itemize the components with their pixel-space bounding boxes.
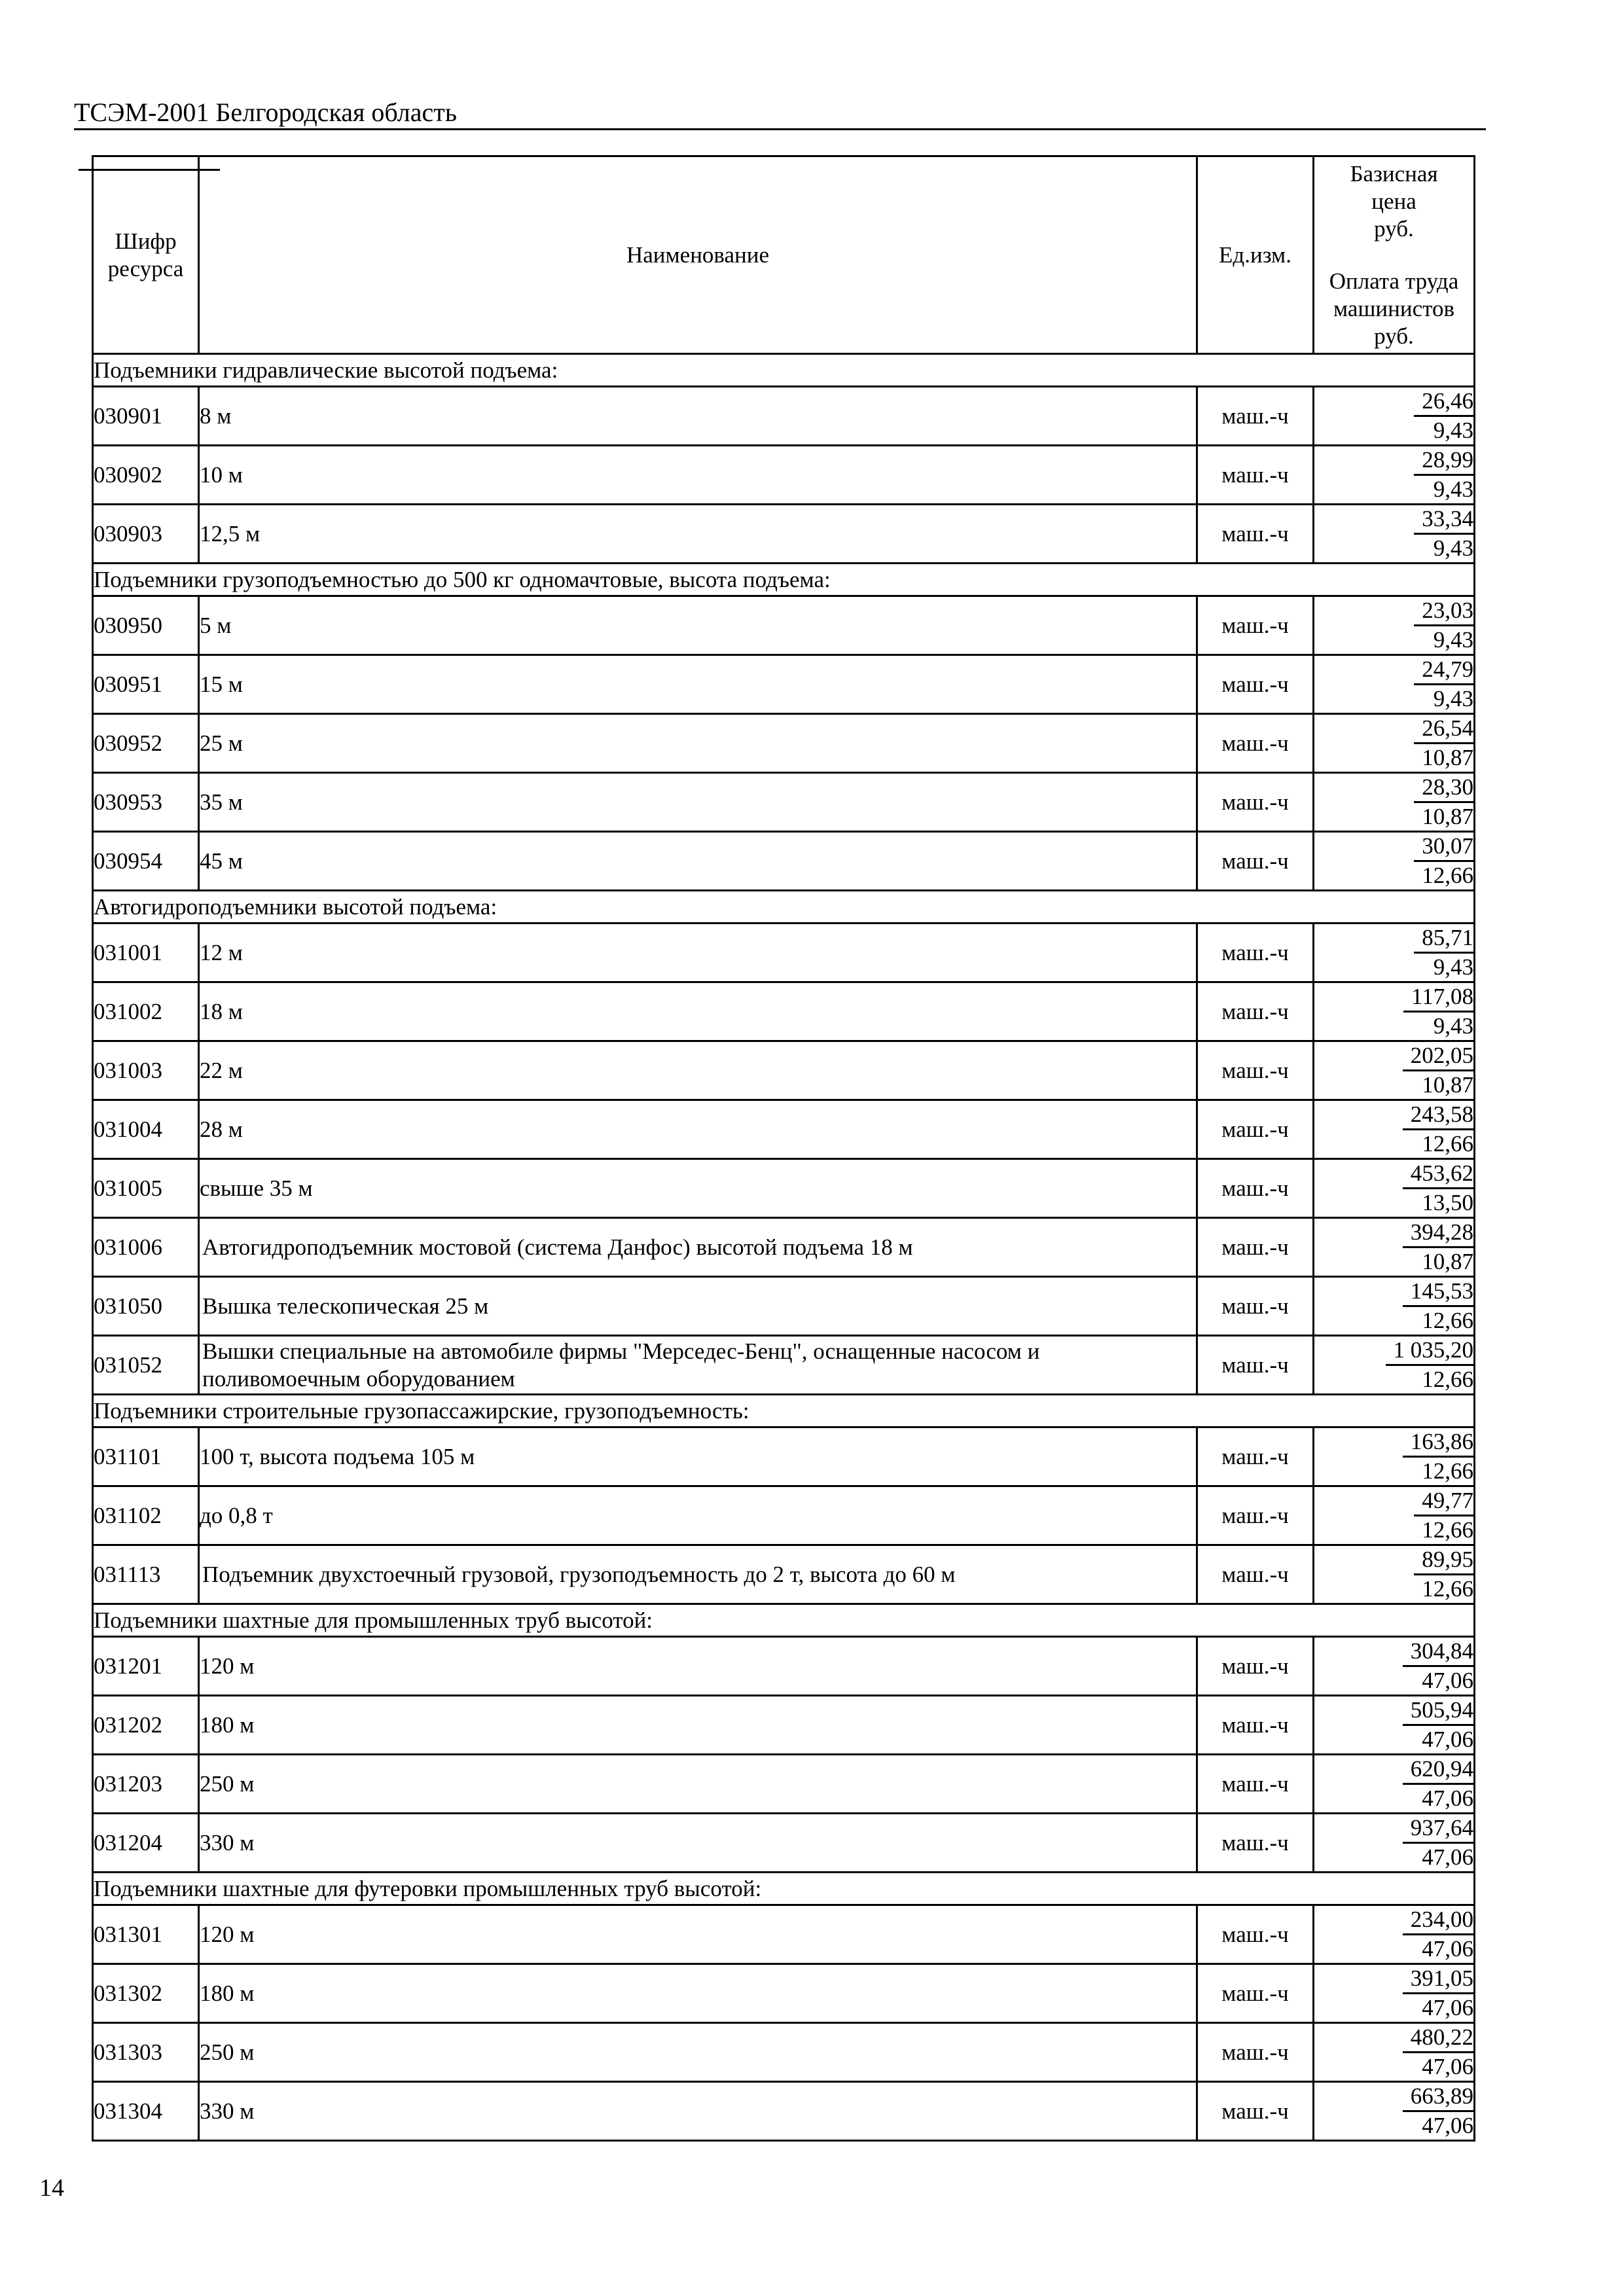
resource-code: 030952	[93, 714, 199, 773]
base-price: 28,30	[1414, 774, 1473, 803]
operator-labor-cost: 10,87	[1422, 745, 1473, 770]
resource-name: 180 м	[199, 1964, 1197, 2023]
resource-price-cell	[1314, 1427, 1475, 1486]
resource-unit: маш.-ч	[1197, 1159, 1314, 1218]
column-header-unit: Ед.изм.	[1197, 156, 1314, 354]
resource-code: 030903	[93, 505, 199, 564]
group-title: Автогидроподъемники высотой подъема:	[93, 891, 1475, 924]
operator-labor-cost: 47,06	[1422, 1844, 1473, 1870]
resource-name: 5 м	[199, 596, 1197, 655]
resource-unit: маш.-ч	[1197, 1637, 1314, 1696]
column-header-price-line: Базисная	[1350, 160, 1438, 187]
resource-code: 031101	[93, 1427, 199, 1486]
resource-code: 030954	[93, 832, 199, 891]
operator-labor-cost: 47,06	[1422, 1668, 1473, 1693]
resource-price-cell	[1314, 1336, 1475, 1395]
table-body	[93, 354, 1475, 2141]
table-row	[93, 982, 1475, 1041]
resource-unit: маш.-ч	[1197, 1545, 1314, 1604]
operator-labor-cost: 13,50	[1422, 1190, 1473, 1215]
resource-price-cell	[1314, 1218, 1475, 1277]
table-row	[93, 596, 1475, 655]
resource-name: 250 м	[199, 1755, 1197, 1814]
operator-labor-cost: 9,43	[1433, 418, 1473, 443]
resource-code: 031052	[93, 1336, 199, 1395]
resource-unit: маш.-ч	[1197, 1218, 1314, 1277]
base-price: 937,64	[1403, 1814, 1473, 1844]
base-price: 26,54	[1414, 715, 1473, 744]
resource-price-cell	[1314, 446, 1475, 505]
resource-name: Подъемник двухстоечный грузовой, грузоподъемность до 2 т, высота до 60 м	[199, 1545, 1197, 1604]
column-header-code	[93, 156, 199, 354]
resource-unit: маш.-ч	[1197, 714, 1314, 773]
base-price: 480,22	[1403, 2024, 1473, 2053]
resource-price-cell	[1314, 714, 1475, 773]
resource-unit: маш.-ч	[1197, 655, 1314, 714]
resource-unit: маш.-ч	[1197, 924, 1314, 982]
operator-labor-cost: 9,43	[1433, 476, 1473, 502]
resource-code: 031004	[93, 1100, 199, 1159]
resource-price-cell	[1314, 1041, 1475, 1100]
page-number: 14	[39, 2174, 64, 2202]
resource-unit: маш.-ч	[1197, 1277, 1314, 1336]
base-price: 28,99	[1414, 446, 1473, 476]
table-row	[93, 2082, 1475, 2141]
column-header-price-line: цена	[1371, 188, 1416, 214]
resource-unit: маш.-ч	[1197, 1100, 1314, 1159]
resource-name: 25 м	[199, 714, 1197, 773]
resource-unit: маш.-ч	[1197, 1427, 1314, 1486]
base-price: 1 035,20	[1386, 1336, 1474, 1366]
group-row	[93, 1395, 1475, 1427]
resource-unit: маш.-ч	[1197, 446, 1314, 505]
column-header-code-line: ресурса	[107, 255, 184, 281]
operator-labor-cost: 12,66	[1422, 863, 1473, 888]
resource-code: 031002	[93, 982, 199, 1041]
operator-labor-cost: 10,87	[1422, 804, 1473, 829]
group-row	[93, 354, 1475, 387]
resource-price-cell	[1314, 1755, 1475, 1814]
resource-unit: маш.-ч	[1197, 1041, 1314, 1100]
table-row	[93, 1696, 1475, 1755]
table-header-row	[93, 156, 1475, 354]
resource-name: 12,5 м	[199, 505, 1197, 564]
resource-code: 030901	[93, 387, 199, 446]
resource-price-cell	[1314, 773, 1475, 832]
base-price: 49,77	[1414, 1487, 1473, 1516]
resource-code: 031102	[93, 1486, 199, 1545]
table-row	[93, 1041, 1475, 1100]
resource-code: 031301	[93, 1905, 199, 1964]
resource-code: 031001	[93, 924, 199, 982]
resource-code: 031203	[93, 1755, 199, 1814]
group-title: Подъемники шахтные для промышленных труб высотой:	[93, 1604, 1475, 1637]
operator-labor-cost: 12,66	[1422, 1131, 1473, 1157]
operator-labor-cost: 47,06	[1422, 1785, 1473, 1811]
resource-name: 100 т, высота подъема 105 м	[199, 1427, 1197, 1486]
group-title: Подъемники шахтные для футеровки промышленных труб высотой:	[93, 1873, 1475, 1905]
base-price: 145,53	[1403, 1278, 1473, 1307]
resource-price-table	[92, 155, 1475, 2142]
operator-labor-cost: 12,66	[1422, 1458, 1473, 1484]
table-row	[93, 1159, 1475, 1218]
base-price: 23,03	[1414, 597, 1473, 626]
resource-name: 330 м	[199, 2082, 1197, 2141]
resource-code: 030953	[93, 773, 199, 832]
resource-price-cell	[1314, 1814, 1475, 1873]
base-price: 453,62	[1403, 1160, 1473, 1189]
page-header-title: ТСЭМ-2001 Белгородская область	[74, 98, 457, 127]
table-row	[93, 714, 1475, 773]
resource-name: Вышки специальные на автомобиле фирмы "Мерседес-Бенц", оснащенные насосом и поливомоечным оборудованием	[199, 1336, 1197, 1395]
resource-code: 031003	[93, 1041, 199, 1100]
operator-labor-cost: 47,06	[1422, 2054, 1473, 2079]
resource-price-cell	[1314, 1905, 1475, 1964]
resource-price-cell	[1314, 1964, 1475, 2023]
table-row	[93, 1755, 1475, 1814]
base-price: 85,71	[1414, 924, 1473, 954]
column-header-gap	[1314, 243, 1473, 268]
base-price: 202,05	[1403, 1042, 1473, 1071]
table-row	[93, 1427, 1475, 1486]
resource-price-cell	[1314, 596, 1475, 655]
resource-name: до 0,8 т	[199, 1486, 1197, 1545]
resource-name: 330 м	[199, 1814, 1197, 1873]
resource-price-cell	[1314, 832, 1475, 891]
resource-code: 031050	[93, 1277, 199, 1336]
operator-labor-cost: 12,66	[1422, 1517, 1473, 1543]
operator-labor-cost: 12,66	[1422, 1308, 1473, 1333]
resource-unit: маш.-ч	[1197, 1755, 1314, 1814]
resource-code: 031302	[93, 1964, 199, 2023]
operator-labor-cost: 47,06	[1422, 1936, 1473, 1962]
operator-labor-cost: 9,43	[1433, 627, 1473, 653]
operator-labor-cost: 47,06	[1422, 1727, 1473, 1752]
resource-name: 10 м	[199, 446, 1197, 505]
operator-labor-cost: 12,66	[1422, 1576, 1473, 1602]
resource-unit: маш.-ч	[1197, 1814, 1314, 1873]
table-row	[93, 1964, 1475, 2023]
operator-labor-cost: 9,43	[1433, 1013, 1473, 1039]
table-row	[93, 387, 1475, 446]
table-row	[93, 1905, 1475, 1964]
operator-labor-cost: 9,43	[1433, 954, 1473, 980]
resource-code: 031202	[93, 1696, 199, 1755]
table-row	[93, 1277, 1475, 1336]
table-row	[93, 2023, 1475, 2082]
resource-name: Автогидроподъемник мостовой (система Данфос) высотой подъема 18 м	[199, 1218, 1197, 1277]
base-price: 304,84	[1403, 1638, 1473, 1667]
column-header-price-line: руб.	[1374, 215, 1414, 242]
resource-unit: маш.-ч	[1197, 2023, 1314, 2082]
group-row	[93, 1873, 1475, 1905]
resource-name: 8 м	[199, 387, 1197, 446]
resource-price-cell	[1314, 924, 1475, 982]
base-price: 117,08	[1403, 983, 1473, 1013]
resource-price-cell	[1314, 982, 1475, 1041]
group-row	[93, 564, 1475, 596]
resource-price-cell	[1314, 1486, 1475, 1545]
resource-unit: маш.-ч	[1197, 773, 1314, 832]
base-price: 30,07	[1414, 833, 1473, 862]
resource-price-cell	[1314, 505, 1475, 564]
resource-name: 18 м	[199, 982, 1197, 1041]
base-price: 394,28	[1403, 1219, 1473, 1248]
resource-unit: маш.-ч	[1197, 1696, 1314, 1755]
base-price: 505,94	[1403, 1696, 1473, 1726]
resource-unit: маш.-ч	[1197, 1964, 1314, 2023]
table-row	[93, 1218, 1475, 1277]
base-price: 163,86	[1403, 1428, 1473, 1458]
resource-price-cell	[1314, 1696, 1475, 1755]
column-header-price	[1314, 156, 1475, 354]
resource-code: 031005	[93, 1159, 199, 1218]
table-row	[93, 773, 1475, 832]
column-header-name: Наименование	[199, 156, 1197, 354]
column-header-labor-line: Оплата труда	[1329, 268, 1459, 294]
table-row	[93, 832, 1475, 891]
resource-code: 031006	[93, 1218, 199, 1277]
resource-price-cell	[1314, 655, 1475, 714]
resource-price-cell	[1314, 2023, 1475, 2082]
base-price: 620,94	[1403, 1755, 1473, 1785]
operator-labor-cost: 47,06	[1422, 2113, 1473, 2138]
base-price: 663,89	[1403, 2083, 1473, 2112]
resource-name: 12 м	[199, 924, 1197, 982]
table-row	[93, 446, 1475, 505]
base-price: 89,95	[1414, 1546, 1473, 1575]
table-row	[93, 924, 1475, 982]
resource-name: 15 м	[199, 655, 1197, 714]
resource-unit: маш.-ч	[1197, 832, 1314, 891]
resource-name: свыше 35 м	[199, 1159, 1197, 1218]
table-row	[93, 1486, 1475, 1545]
group-title: Подъемники гидравлические высотой подъема:	[93, 354, 1475, 387]
resource-code: 030902	[93, 446, 199, 505]
header-rule	[74, 128, 1486, 130]
base-price: 391,05	[1403, 1965, 1473, 1994]
resource-unit: маш.-ч	[1197, 1905, 1314, 1964]
group-title: Подъемники строительные грузопассажирские, грузоподъемность:	[93, 1395, 1475, 1427]
resource-code: 031113	[93, 1545, 199, 1604]
operator-labor-cost: 10,87	[1422, 1249, 1473, 1274]
table-row	[93, 1637, 1475, 1696]
table-row	[93, 1814, 1475, 1873]
operator-labor-cost: 9,43	[1433, 535, 1473, 561]
resource-code: 030950	[93, 596, 199, 655]
resource-price-cell	[1314, 1100, 1475, 1159]
base-price: 26,46	[1414, 387, 1473, 417]
base-price: 234,00	[1403, 1906, 1473, 1935]
operator-labor-cost: 10,87	[1422, 1072, 1473, 1098]
base-price: 33,34	[1414, 505, 1473, 535]
operator-labor-cost: 12,66	[1422, 1367, 1473, 1392]
resource-price-cell	[1314, 387, 1475, 446]
resource-unit: маш.-ч	[1197, 982, 1314, 1041]
resource-unit: маш.-ч	[1197, 1336, 1314, 1395]
resource-unit: маш.-ч	[1197, 596, 1314, 655]
column-header-labor-line: машинистов	[1333, 295, 1454, 321]
resource-code: 031204	[93, 1814, 199, 1873]
resource-unit: маш.-ч	[1197, 387, 1314, 446]
resource-name: Вышка телескопическая 25 м	[199, 1277, 1197, 1336]
resource-code: 031303	[93, 2023, 199, 2082]
resource-price-cell	[1314, 1159, 1475, 1218]
base-price: 24,79	[1414, 656, 1473, 685]
resource-unit: маш.-ч	[1197, 2082, 1314, 2141]
resource-name: 250 м	[199, 2023, 1197, 2082]
resource-code: 031201	[93, 1637, 199, 1696]
resource-code: 031304	[93, 2082, 199, 2141]
resource-price-cell	[1314, 1277, 1475, 1336]
operator-labor-cost: 9,43	[1433, 686, 1473, 711]
base-price: 243,58	[1403, 1101, 1473, 1130]
resource-unit: маш.-ч	[1197, 505, 1314, 564]
resource-name: 120 м	[199, 1637, 1197, 1696]
table-row	[93, 505, 1475, 564]
table-row	[93, 655, 1475, 714]
resource-name: 120 м	[199, 1905, 1197, 1964]
group-row	[93, 1604, 1475, 1637]
group-row	[93, 891, 1475, 924]
operator-labor-cost: 47,06	[1422, 1995, 1473, 2020]
resource-name: 28 м	[199, 1100, 1197, 1159]
resource-name: 45 м	[199, 832, 1197, 891]
resource-name: 180 м	[199, 1696, 1197, 1755]
table-row	[93, 1545, 1475, 1604]
resource-code: 030951	[93, 655, 199, 714]
table-row	[93, 1336, 1475, 1395]
resource-price-cell	[1314, 1545, 1475, 1604]
resource-name: 22 м	[199, 1041, 1197, 1100]
resource-name: 35 м	[199, 773, 1197, 832]
resource-unit: маш.-ч	[1197, 1486, 1314, 1545]
resource-price-cell	[1314, 2082, 1475, 2141]
group-title: Подъемники грузоподъемностью до 500 кг одномачтовые, высота подъема:	[93, 564, 1475, 596]
resource-price-cell	[1314, 1637, 1475, 1696]
table-row	[93, 1100, 1475, 1159]
column-header-labor-line: руб.	[1374, 323, 1414, 349]
column-header-code-line: Шифр	[115, 228, 177, 254]
